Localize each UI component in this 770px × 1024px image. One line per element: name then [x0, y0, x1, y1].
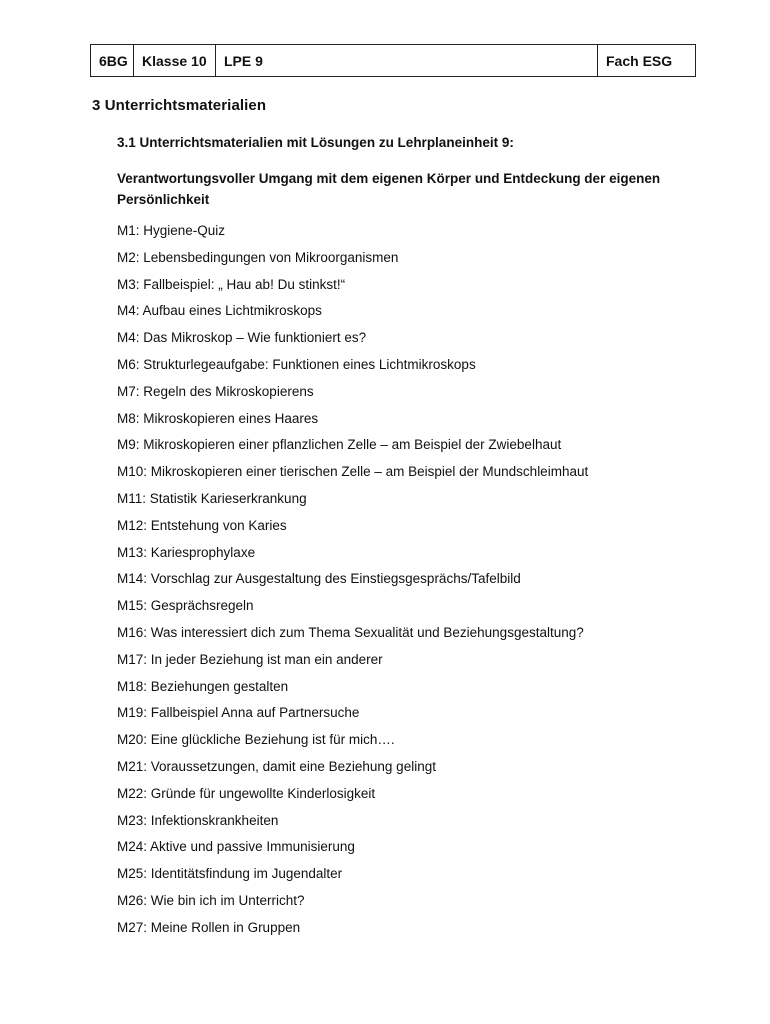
- material-item: M9: Mikroskopieren einer pflanzlichen Zelle – am Beispiel der Zwiebelhaut: [117, 437, 562, 453]
- material-item: M15: Gesprächsregeln: [117, 598, 254, 614]
- material-item: M13: Kariesprophylaxe: [117, 544, 256, 560]
- header-lpe-cell: LPE 9: [216, 45, 598, 76]
- material-item: M12: Entstehung von Karies: [117, 517, 287, 533]
- material-item: M11: Statistik Karieserkrankung: [117, 490, 307, 506]
- material-item: M1: Hygiene-Quiz: [117, 223, 226, 238]
- header-subject-cell: Fach ESG: [606, 52, 673, 69]
- topic-title: Verantwortungsvoller Umgang mit dem eigenen Körper und Entdeckung der eigenen Persönlichkeit: [117, 171, 661, 207]
- materials-list: [117, 222, 588, 946]
- material-item: M19: Fallbeispiel Anna auf Partnersuche: [117, 705, 360, 721]
- material-item: M20: Eine glückliche Beziehung ist für mich….: [117, 732, 395, 748]
- subsection-title: 3.1 Unterrichtsmaterialien mit Lösungen zu Lehrplaneinheit 9:: [117, 135, 514, 150]
- material-item: M8: Mikroskopieren eines Haares: [117, 410, 319, 426]
- material-item: M4: Das Mikroskop – Wie funktioniert es?: [117, 330, 367, 346]
- material-item: M25: Identitätsfindung im Jugendalter: [117, 866, 343, 882]
- material-item: M23: Infektionskrankheiten: [117, 812, 279, 828]
- material-item: M4: Aufbau eines Lichtmikroskops: [117, 303, 322, 319]
- section-title: 3 Unterrichtsmaterialien: [92, 97, 267, 114]
- material-item: M14: Vorschlag zur Ausgestaltung des Einstiegsgesprächs/Tafelbild: [117, 571, 521, 587]
- header-class-cell: Klasse 10: [134, 45, 216, 76]
- material-item: M27: Meine Rollen in Gruppen: [117, 919, 301, 935]
- material-item: M26: Wie bin ich im Unterricht?: [117, 892, 305, 908]
- material-item: M6: Strukturlegeaufgabe: Funktionen eines Lichtmikroskops: [117, 356, 476, 372]
- material-item: M18: Beziehungen gestalten: [117, 678, 289, 694]
- material-item: M3: Fallbeispiel: „ Hau ab! Du stinkst!“: [117, 276, 346, 292]
- material-item: M2: Lebensbedingungen von Mikroorganismen: [117, 249, 399, 265]
- header-table: [90, 44, 696, 77]
- header-school-cell: 6BG: [91, 45, 134, 76]
- material-item: M24: Aktive und passive Immunisierung: [117, 839, 355, 855]
- material-item: M10: Mikroskopieren einer tierischen Zelle – am Beispiel der Mundschleimhaut: [117, 464, 589, 480]
- material-item: M21: Voraussetzungen, damit eine Beziehung gelingt: [117, 758, 436, 774]
- material-item: M7: Regeln des Mikroskopierens: [117, 383, 314, 399]
- material-item: M16: Was interessiert dich zum Thema Sexualität und Beziehungsgestaltung?: [117, 624, 584, 640]
- material-item: M17: In jeder Beziehung ist man ein anderer: [117, 651, 383, 667]
- material-item: M22: Gründe für ungewollte Kinderlosigkeit: [117, 785, 376, 801]
